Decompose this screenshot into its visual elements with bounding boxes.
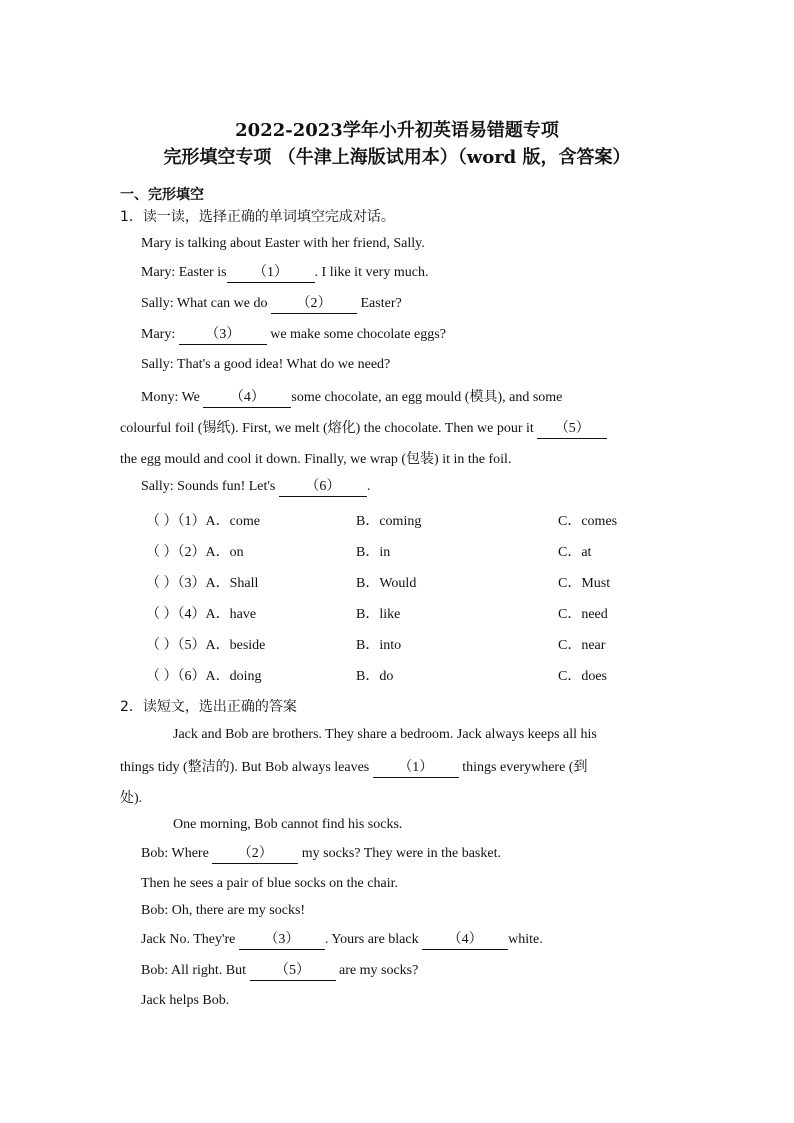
q2-prompt: 2．读短文，选出正确的答案 [120,699,297,715]
q1-option-4-c[interactable]: C．need [558,607,608,622]
q2-line-1: Jack and Bob are brothers. They share a bedroom. Jack always keeps all his [173,727,597,742]
q1-option-2-c[interactable]: C．at [558,545,592,560]
blank-5[interactable]: （5） [537,422,607,439]
q2-line-6: Then he sees a pair of blue socks on the chair. [141,876,398,891]
q1-line-1: Mary is talking about Easter with her friend, Sally. [141,236,425,251]
q2-line-3: 处). [120,791,143,806]
q1-option-3-b[interactable]: B．Would [356,576,417,591]
q1-option-3-a[interactable]: （ ）（3）A．Shall [146,576,259,591]
q1-line-3: Sally: What can we do （2） Easter? [141,296,402,314]
q1-prompt: 1．读一读，选择正确的单词填空完成对话。 [120,209,395,225]
q1-line-5: Sally: That's a good idea! What do we need? [141,357,391,372]
q1-option-5-b[interactable]: B．into [356,638,402,653]
q1-option-2-a[interactable]: （ ）（2）A．on [146,545,244,560]
q2-blank-5[interactable]: （5） [250,964,336,981]
q1-option-1-c[interactable]: C．comes [558,514,618,529]
q1-line-4: Mary: （3） we make some chocolate eggs? [141,327,446,345]
q1-option-6-c[interactable]: C．does [558,669,607,684]
blank-4[interactable]: （4） [203,391,291,408]
q2-blank-2[interactable]: （2） [212,847,298,864]
q2-blank-4[interactable]: （4） [422,933,508,950]
q1-option-3-c[interactable]: C．Must [558,576,611,591]
q1-option-4-b[interactable]: B．like [356,607,401,622]
blank-3[interactable]: （3） [179,328,267,345]
q1-option-1-a[interactable]: （ ）（1）A．come [146,514,260,529]
q2-line-8: Jack No. They're （3） . Yours are black （4） white. [141,932,543,950]
q2-blank-1[interactable]: （1） [373,761,459,778]
q1-option-6-b[interactable]: B．do [356,669,394,684]
q2-line-2: things tidy (整洁的). But Bob always leaves （1） things everywhere (到 [120,756,587,778]
section-heading: 一、完形填空 [120,187,204,203]
q1-option-6-a[interactable]: （ ）（6）A．doing [146,669,262,684]
blank-6[interactable]: （6） [279,480,367,497]
q1-line-2: Mary: Easter is （1） . I like it very much. [141,265,428,283]
q1-option-5-c[interactable]: C．near [558,638,606,653]
document-title-line2: 完形填空专项 （牛津上海版试用本）（word 版，含答案） [163,147,631,168]
document-title-line1: 2022-2023学年小升初英语易错题专项 [235,120,559,141]
blank-1[interactable]: （1） [227,266,315,283]
q1-line-8: the egg mould and cool it down. Finally, we wrap (包装) it in the foil. [120,452,512,467]
q1-option-1-b[interactable]: B．coming [356,514,422,529]
q2-line-4: One morning, Bob cannot find his socks. [173,817,403,832]
q2-line-10: Jack helps Bob. [141,993,230,1008]
q2-line-7: Bob: Oh, there are my socks! [141,903,306,918]
q2-line-9: Bob: All right. But （5） are my socks? [141,963,418,981]
q2-line-5: Bob: Where （2） my socks? They were in the basket. [141,846,501,864]
q1-line-9: Sally: Sounds fun! Let's （6） . [141,479,370,497]
q1-line-6: Mony: We （4） some chocolate, an egg mould (模具), and some [141,386,562,408]
q2-blank-3[interactable]: （3） [239,933,325,950]
q1-option-5-a[interactable]: （ ）（5）A．beside [146,638,266,653]
q1-option-4-a[interactable]: （ ）（4）A．have [146,607,257,622]
blank-2[interactable]: （2） [271,297,357,314]
q1-option-2-b[interactable]: B．in [356,545,391,560]
q1-line-7: colourful foil (锡纸). First, we melt (熔化) the chocolate. Then we pour it （5） [120,417,607,439]
